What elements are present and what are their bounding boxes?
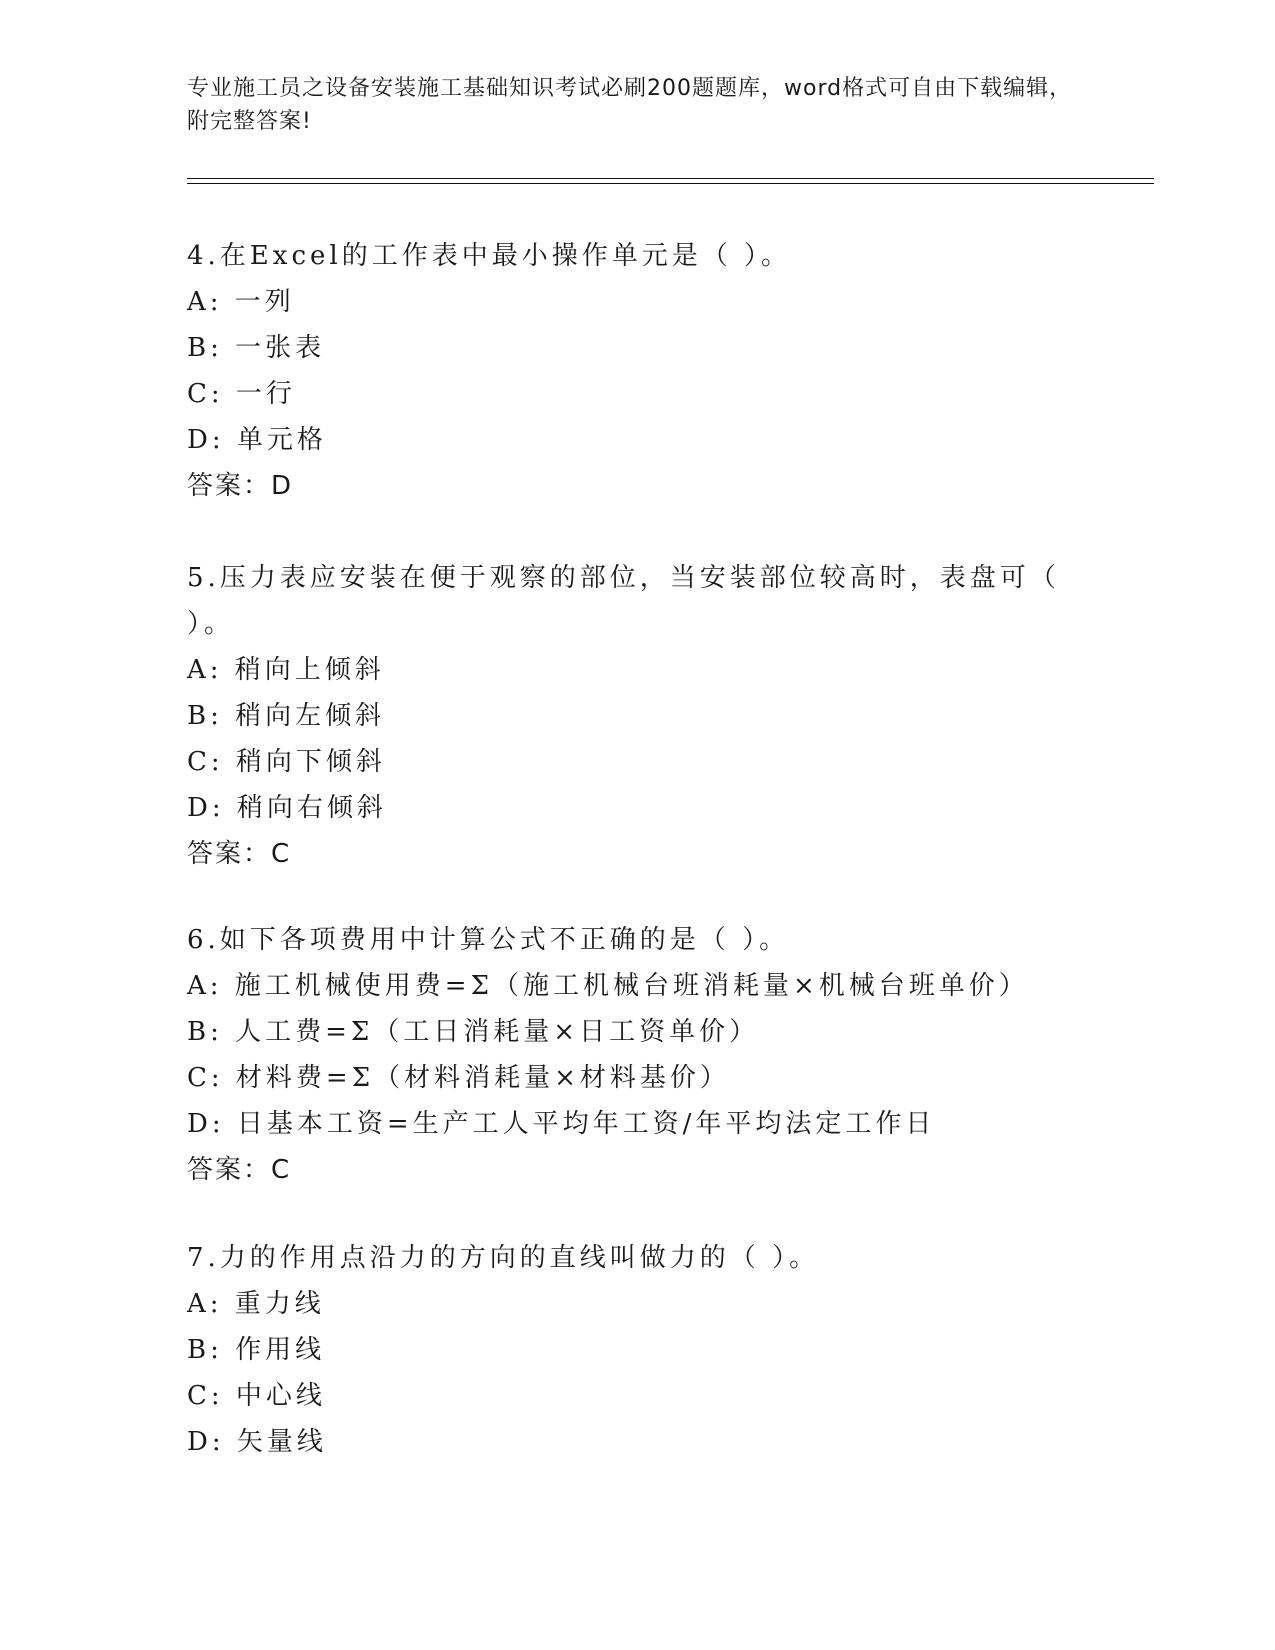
question-stem: 7.力的作用点沿力的方向的直线叫做力的（ ）。 (187, 1243, 820, 1273)
question-6 (187, 917, 1087, 1193)
header-rule-bottom (187, 183, 1154, 184)
option-a: A: 一列 (187, 287, 295, 317)
question-stem: 4.在Excel的工作表中最小操作单元是（ ）。 (187, 241, 791, 271)
question-5 (187, 555, 1087, 877)
option-a: A: 稍向上倾斜 (187, 655, 385, 685)
option-c: C: 一行 (187, 379, 296, 409)
option-b: B: 人工费=Σ（工日消耗量×日工资单价） (187, 1017, 760, 1047)
option-c: C: 中心线 (187, 1381, 326, 1411)
option-b: B: 稍向左倾斜 (187, 701, 386, 731)
option-d: D: 矢量线 (187, 1427, 327, 1457)
option-a: A: 施工机械使用费=Σ（施工机械台班消耗量×机械台班单价） (187, 971, 1029, 1001)
question-stem: 5.压力表应安装在便于观察的部位，当安装部位较高时，表盘可（ ）。 (187, 563, 1060, 639)
answer: 答案：C (187, 839, 292, 869)
option-d: D: 单元格 (187, 425, 327, 455)
option-b: B: 作用线 (187, 1335, 326, 1365)
option-c: C: 稍向下倾斜 (187, 747, 386, 777)
option-c: C: 材料费=Σ（材料消耗量×材料基价） (187, 1063, 730, 1093)
header-rule-top (187, 178, 1154, 179)
option-d: D: 稍向右倾斜 (187, 793, 387, 823)
option-d: D: 日基本工资=生产工人平均年工资/年平均法定工作日 (187, 1109, 936, 1139)
question-7 (187, 1235, 1087, 1465)
option-a: A: 重力线 (187, 1289, 325, 1319)
question-4 (187, 233, 1087, 509)
document-header: 专业施工员之设备安装施工基础知识考试必刷200题题库，word格式可自由下载编辑，附完整答案! (187, 76, 1073, 134)
question-stem: 6.如下各项费用中计算公式不正确的是（ ）。 (187, 925, 790, 955)
answer: 答案：C (187, 1155, 292, 1185)
option-b: B: 一张表 (187, 333, 326, 363)
answer: 答案：D (187, 471, 294, 501)
